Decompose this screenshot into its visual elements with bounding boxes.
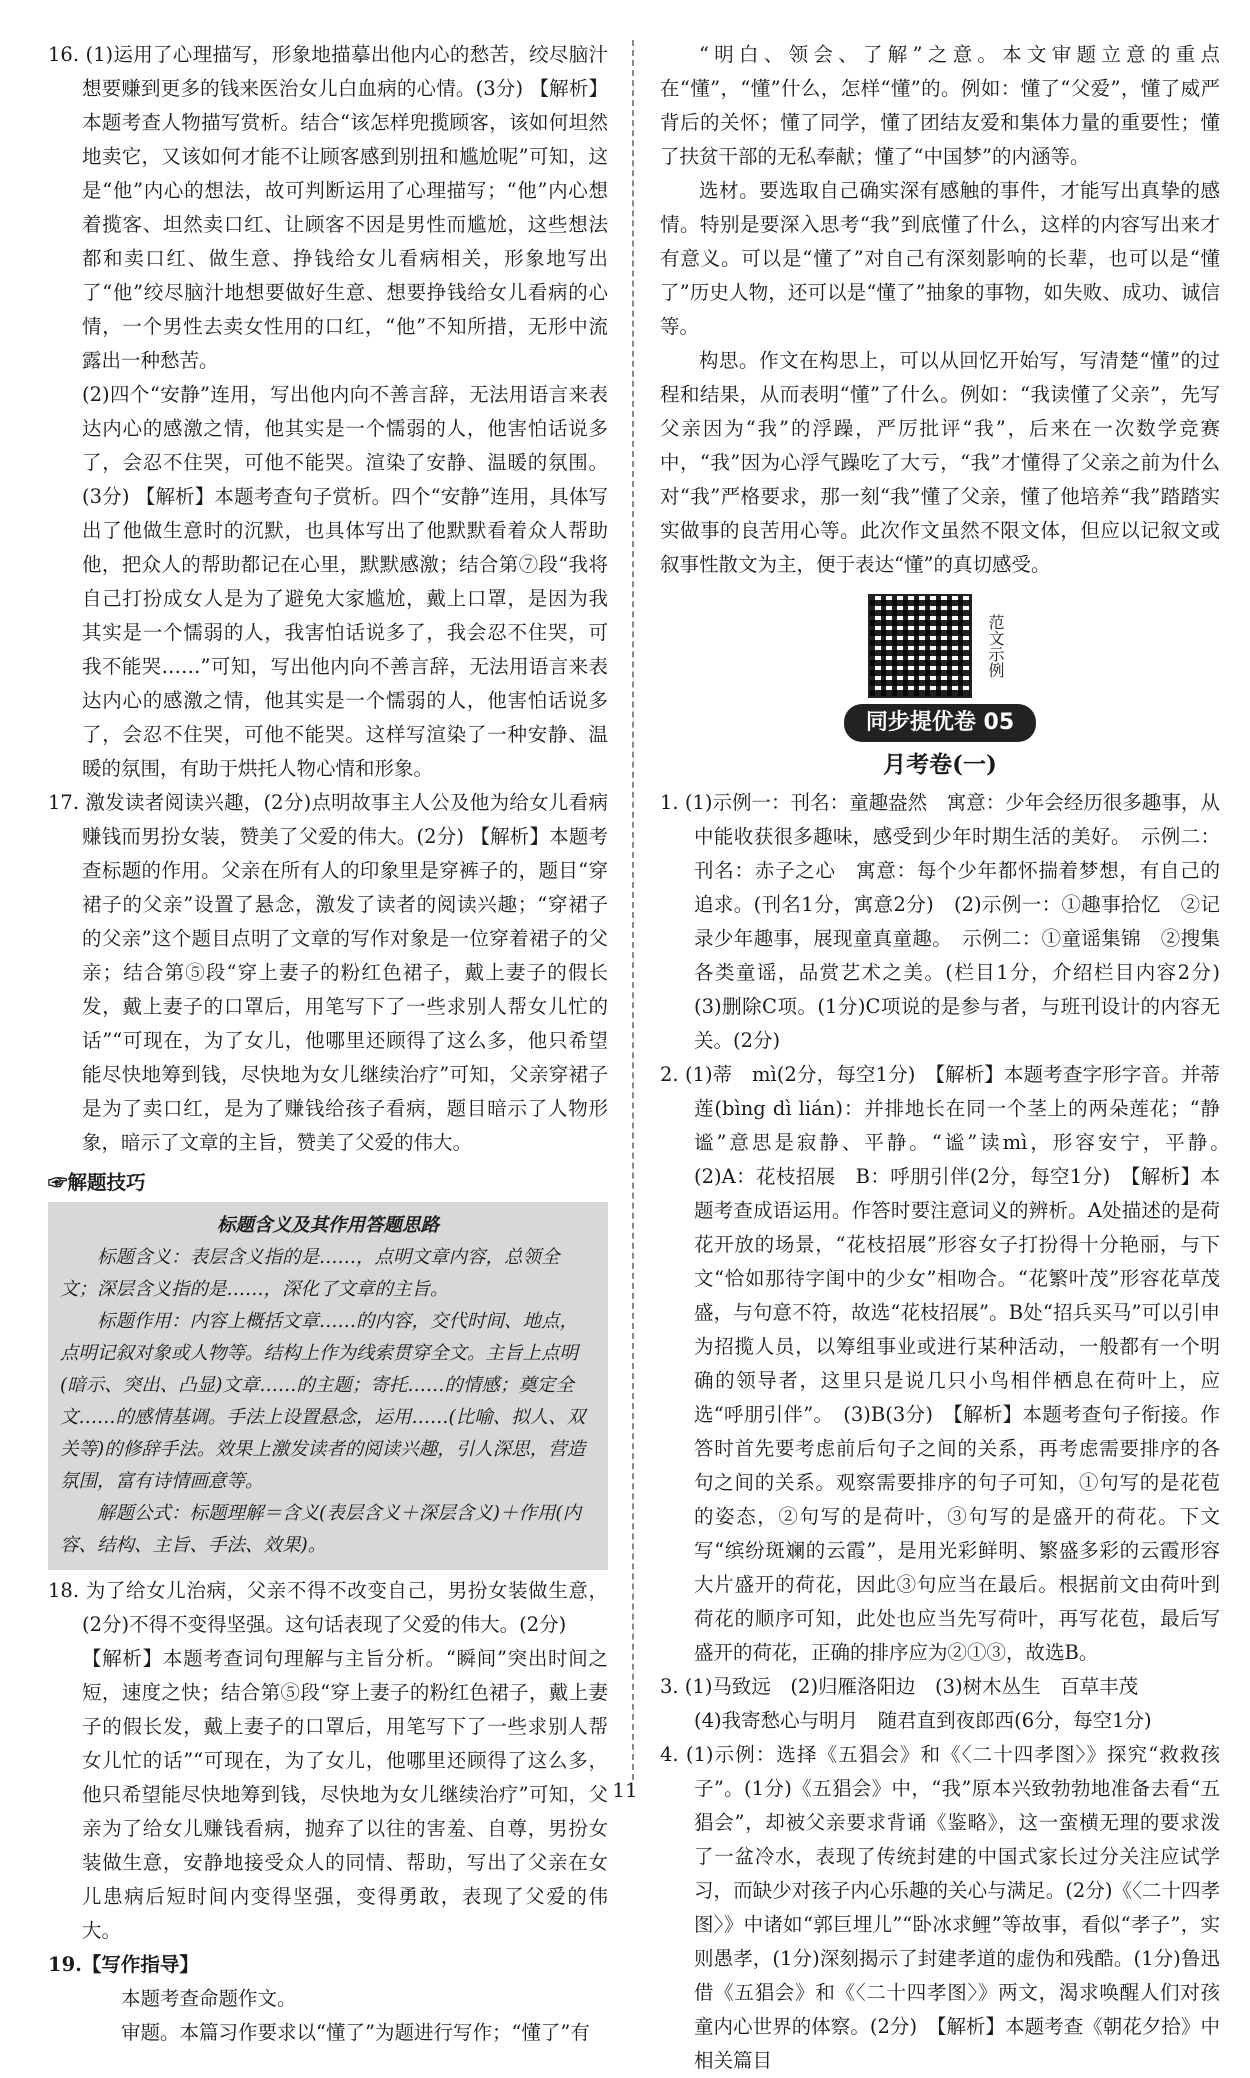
answer-2: 2. (1)蒂 mì(2分，每空1分) 【解析】本题考查字形字音。并蒂莲(bìng dì lián)：并排地长在同一个茎上的两朵莲花；“静谧”意思是寂静、平静。“谧”读mì，形容安宁，平静。 (2)A：花枝招展 B：呼朋引伴(2分，每空1分) 【解析】本题考查成语运用。作答时要注意词义的辨析。A处描述的是荷花开放的场景，“花枝招展”形容女子打扮得十分艳丽，与下文“恰如那待字闺中的少女”相吻合。“花繁叶茂”形容花草茂盛，与句意不符，故选“花枝招展”。B处“招兵买马”可以引申为招揽人员，以筹组事业或进行某种活动，一般都有一个明确的领导者，这里只是说几只小鸟相伴栖息在荷叶上，应选“呼朋引伴”。 (3)B(3分) 【解析】本题考查句子衔接。作答时首先要考虑前后句子之间的关系，再考虑需要排序的各句之间的关系。观察需要排序的句子可知，①句写的是花苞的姿态，②句写的是荷叶，③句写的是盛开的荷花。下文写“缤纷斑斓的云霞”，是用光彩鲜明、繁盛多彩的云霞形容大片盛开的荷花，因此③句应当在最后。根据前文由荷叶到荷花的顺序可知，此处也应当先写荷叶，再写花苞，最后写盛开的荷花，正确的排序应为②①③，故选B。 <box>660 1063 1240 1664</box>
section-banner <box>660 704 1220 742</box>
answer-19-line: 审题。本篇习作要求以“懂了”为题进行写作；“懂了”有 <box>121 2021 590 2044</box>
writing-guide-paragraph: 构思。作文在构思上，可以从回忆开始写，写清楚“懂”的过程和结果，从而表明“懂”了什么。例如：“我读懂了父亲”，先写父亲因为“我”的浮躁，严厉批评“我”，后来在一次数学竞赛中，“我”因为心浮气躁吃了大亏，“我”才懂得了父亲之前为什么对“我”严格要求，那一刻“我”懂了父亲，懂了他培养“我”踏踏实实做事的良苦用心等。此次作文虽然不限文体，但应以记叙文或叙事性散文为主，便于表达“懂”的真切感受。 <box>660 349 1220 576</box>
section-banner-label: 同步提优卷 05 <box>844 704 1036 742</box>
answer-16-2: (2)四个“安静”连用，写出他内向不善言辞，无法用语言来表达内心的感激之情，他其实是一个懦弱的人，他害怕话说多了，会忍不住哭，可他不能哭。渲染了安静、温暖的氛围。(3分) 【解析】本题考查句子赏析。四个“安静”连用，具体写出了他做生意时的沉默，也具体写出了他默默看着众人帮助他，把众人的帮助都记在心里，默默感激；结合第⑦段“我将自己打扮成女人是为了避免大家尴尬，戴上口罩，是因为我其实是一个懦弱的人，我害怕话说多了，我会忍不住哭，可我不能哭……”可知，写出他内向不善言辞，无法用语言来表达内心的感激之情，他其实是一个懦弱的人，他害怕话说多了，会忍不住哭，可他不能哭。这样写渲染了一种安静、温暖的氛围，有助于烘托人物心情和形象。 <box>82 383 608 780</box>
left-column <box>48 38 608 2050</box>
tips-paragraph: 解题公式：标题理解＝含义(表层含义＋深层含义)＋作用(内容、结构、主旨、手法、效果)。 <box>60 1503 582 1556</box>
right-column <box>660 38 1240 2078</box>
tips-box <box>48 1202 608 1570</box>
qr-label: 范文示例 <box>986 614 1005 678</box>
answer-18-analysis: 【解析】本题考查词句理解与主旨分析。“瞬间”突出时间之短，速度之快；结合第⑤段“穿上妻子的粉红色裙子，戴上妻子的假长发，戴上妻子的口罩后，用笔写下了一些求别人帮女儿忙的话”“可现在，为了女儿，他哪里还顾得了这么多，他只希望能尽快地筹到钱，尽快地为女儿继续治疗”可知，父亲为了给女儿赚钱看病，抛弃了以往的害羞、自尊，男扮女装做生意，安静地接受众人的同情、帮助，写出了父亲在女儿患病后短时间内变得坚强，变得勇敢，表现了父爱的伟大。 <box>82 1647 608 1942</box>
answer-4: 4. (1)示例：选择《五猖会》和《〈二十四孝图〉》探究“救救孩子”。(1分)《五猖会》中，“我”原本兴致勃勃地准备去看“五猖会”，却被父亲要求背诵《鉴略》，这一蛮横无理的要求泼了一盆冷水，表现了传统封建的中国式家长过分关注应试学习，而缺少对孩子内心乐趣的关心与满足。(2分)《〈二十四孝图〉》中诸如“郭巨埋儿”“卧冰求鲤”等故事，看似“孝子”，实则愚孝，(1分)深刻揭示了封建孝道的虚伪和残酷。(1分)鲁迅借《五猖会》和《〈二十四孝图〉》两文，渴求唤醒人们对孩童内心世界的体察。(2分) 【解析】本题考查《朝花夕拾》中相关篇目 <box>660 1743 1220 2072</box>
answer-3: 3. (1)马致远 (2)归雁洛阳边 (3)树木丛生 百草丰茂 <box>660 1675 1139 1698</box>
qr-code-icon[interactable] <box>868 594 972 698</box>
tips-paragraph: 标题作用：内容上概括文章……的内容，交代时间、地点，点明记叙对象或人物等。结构上作为线索贯穿全文。主旨上点明(暗示、突出、凸显)文章……的主题；寄托……的情感；奠定全文……的感情基调。手法上设置悬念，运用……(比喻、拟人、双关等)的修辞手法。效果上激发读者的阅读兴趣，引人深思，营造氛围，富有诗情画意等。 <box>60 1311 586 1492</box>
tips-title: 标题含义及其作用答题思路 <box>216 1215 439 1236</box>
answer-19-heading: 19.【写作指导】 <box>48 1953 199 1976</box>
writing-guide-paragraph: 选材。要选取自己确实深有感触的事件，才能写出真挚的感情。特别是要深入思考“我”到底懂了什么，这样的内容写出来才有意义。可以是“懂了”对自己有深刻影响的长辈，也可以是“懂了”历史人物，还可以是“懂了”抽象的事物，如失败、成功、诚信等。 <box>660 179 1220 338</box>
tips-paragraph: 标题含义：表层含义指的是……，点明文章内容，总领全文；深层含义指的是……，深化了文章的主旨。 <box>60 1247 560 1300</box>
answer-1: 1. (1)示例一：刊名：童趣盎然 寓意：少年会经历很多趣事，从中能收获很多趣味，感受到少年时期生活的美好。 示例二：刊名：赤子之心 寓意：每个少年都怀揣着梦想，有自己的追求。(刊名1分，寓意2分) (2)示例一：①趣事拾忆 ②记录少年趣事，展现童真童趣。 示例二：①童谣集锦 ②搜集各类童谣，品赏艺术之美。(栏目1分，介绍栏目内容2分) (3)删除C项。(1分)C项说的是参与者，与班刊设计的内容无关。(2分) <box>660 791 1240 1052</box>
page-number: 11 <box>612 1778 638 1802</box>
column-divider <box>632 40 634 1780</box>
section-subtitle: 月考卷(一) <box>883 751 997 778</box>
answer-18: 18. 为了给女儿治病，父亲不得不改变自己，男扮女装做生意，(2分)不得不变得坚强。这句话表现了父爱的伟大。(2分) <box>48 1579 608 1636</box>
tips-heading: ☞解题技巧 <box>48 1171 146 1194</box>
answer-19-line: 本题考查命题作文。 <box>121 1987 297 2010</box>
answer-16-1: 16. (1)运用了心理描写，形象地描摹出他内心的愁苦，绞尽脑汁想要赚到更多的钱来医治女儿白血病的心情。(3分) 【解析】本题考查人物描写赏析。结合“该怎样兜揽顾客，该如何坦然地卖它，又该如何才能不让顾客感到别扭和尴尬呢”可知，这是“他”内心的想法，故可判断运用了心理描写；“他”内心想着揽客、坦然卖口红、让顾客不因是男性而尴尬，这些想法都和卖口红、做生意、挣钱给女儿看病相关，形象地写出了“他”绞尽脑汁地想要做好生意、想要挣钱给女儿看病的心情，一个男性去卖女性用的口红，“他”不知所措，无形中流露出一种愁苦。 <box>48 43 608 372</box>
qr-block <box>660 594 1220 698</box>
answer-3-cont: (4)我寄愁心与明月 随君直到夜郎西(6分，每空1分) <box>694 1709 1152 1732</box>
writing-guide-paragraph: “明白、领会、了解”之意。本文审题立意的重点在“懂”，“懂”什么，怎样“懂”的。例如：懂了“父爱”，懂了威严背后的关怀；懂了同学，懂了团结友爱和集体力量的重要性；懂了扶贫干部的无私奉献；懂了“中国梦”的内涵等。 <box>660 43 1220 168</box>
answer-17: 17. 激发读者阅读兴趣，(2分)点明故事主人公及他为给女儿看病赚钱而男扮女装，赞美了父爱的伟大。(2分) 【解析】本题考查标题的作用。父亲在所有人的印象里是穿裤子的，题目“穿裙子的父亲”设置了悬念，激发了读者的阅读兴趣；“穿裙子的父亲”这个题目点明了文章的写作对象是一位穿着裙子的父亲；结合第⑤段“穿上妻子的粉红色裙子，戴上妻子的假长发，戴上妻子的口罩后，用笔写下了一些求别人帮女儿忙的话”“可现在，为了女儿，他哪里还顾得了这么多，他只希望能尽快地筹到钱，尽快地为女儿继续治疗”可知，父亲穿裙子是为了卖口红，是为了赚钱给孩子看病，题目暗示了人物形象，暗示了文章的主旨，赞美了父爱的伟大。 <box>48 791 608 1154</box>
